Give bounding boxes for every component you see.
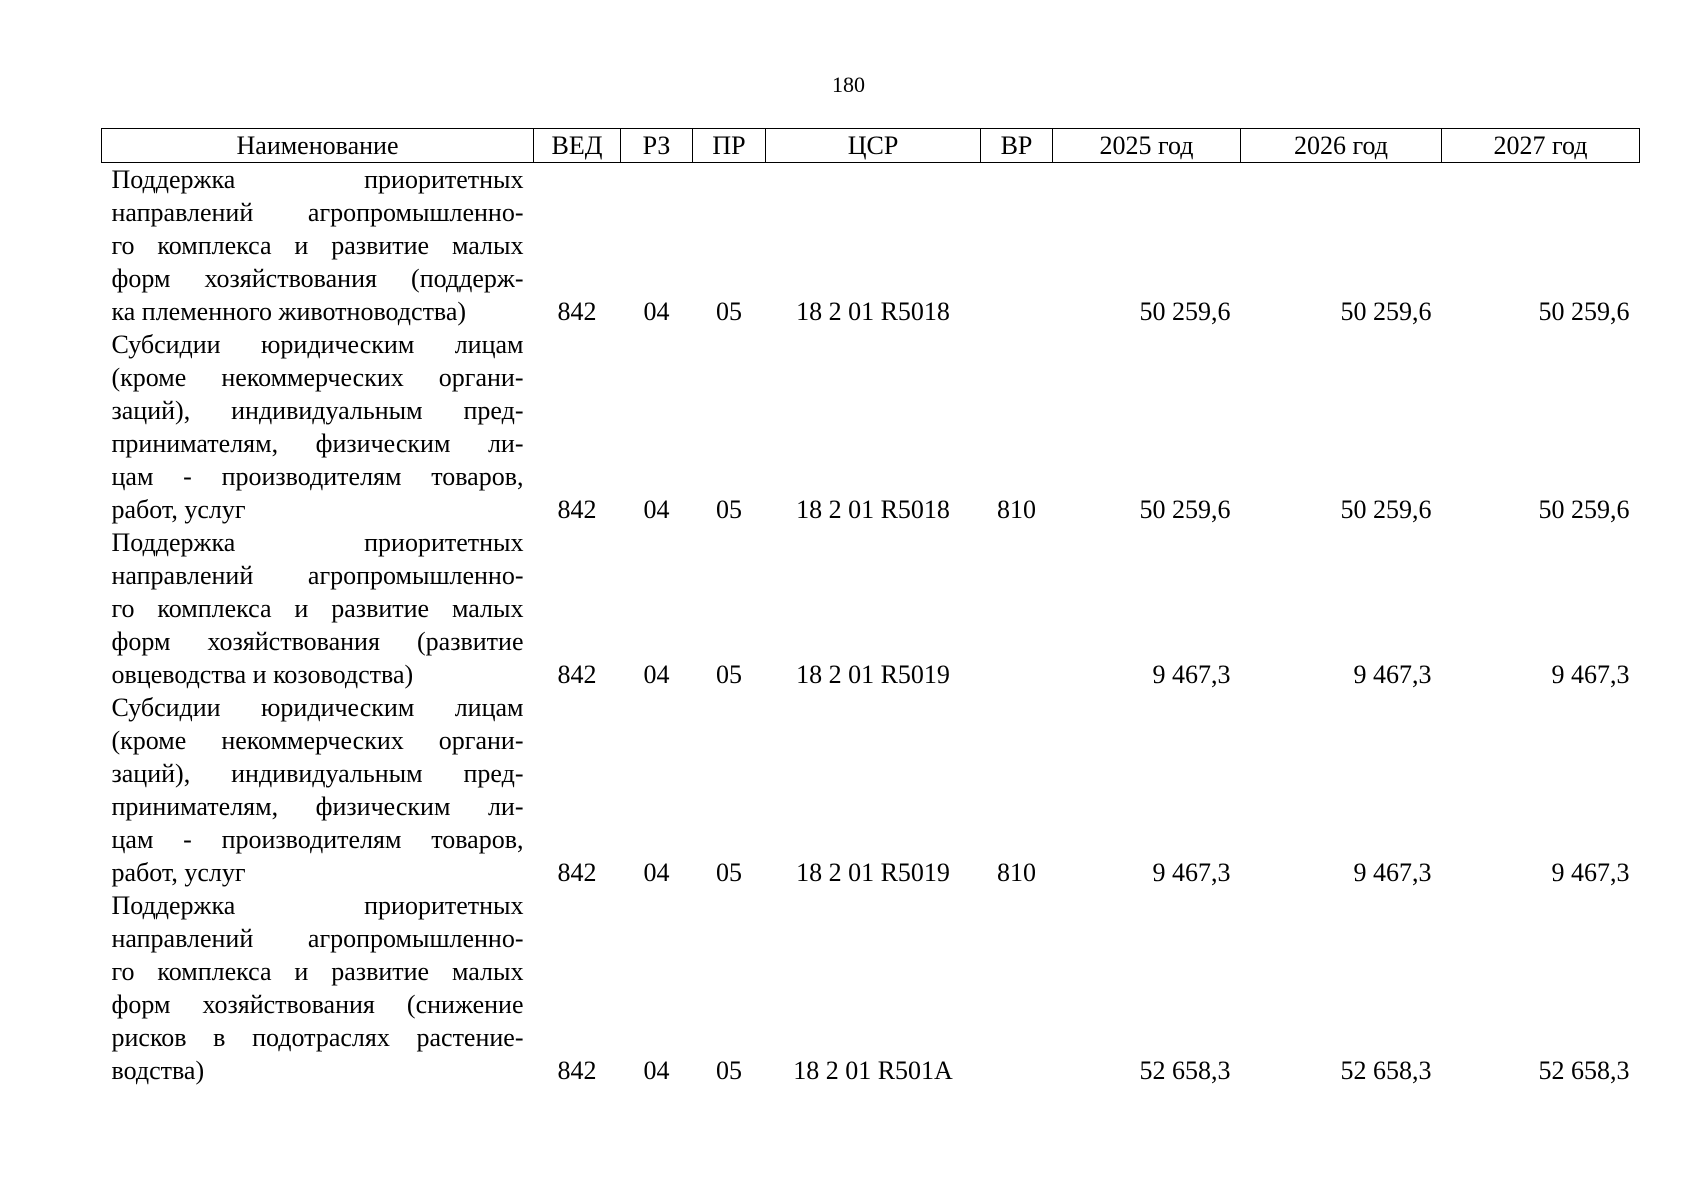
row-rz: 04 — [643, 495, 670, 524]
row-ved: 842 — [557, 1056, 597, 1085]
row-name — [102, 889, 534, 1087]
row-name-line: рисков в подотраслях растение- — [111, 1023, 524, 1052]
row-name-line: работ, услуг — [111, 495, 246, 524]
row-ved: 842 — [557, 858, 597, 887]
row-name — [102, 328, 534, 526]
table-body — [102, 163, 1640, 1088]
header-2026: 2026 год — [1241, 129, 1442, 163]
row-amount-2026: 50 259,6 — [1340, 297, 1432, 326]
row-amount-2027: 9 467,3 — [1551, 660, 1630, 689]
table-row — [102, 526, 1640, 691]
row-name — [102, 163, 534, 329]
row-amount-2025: 50 259,6 — [1139, 495, 1231, 524]
row-amount-2026: 9 467,3 — [1353, 858, 1432, 887]
row-name — [102, 526, 534, 691]
row-name-line: цам - производителям товаров, — [111, 462, 524, 491]
row-rz: 04 — [643, 1056, 670, 1085]
row-name-line: ка племенного животноводства) — [111, 297, 467, 326]
row-amount-2025: 50 259,6 — [1139, 297, 1231, 326]
row-name-line: Поддержка приоритетных — [111, 528, 524, 557]
table-row — [102, 889, 1640, 1087]
header-2027: 2027 год — [1442, 129, 1640, 163]
row-name-line: Субсидии юридическим лицам — [111, 330, 524, 359]
row-amount-2027: 52 658,3 — [1538, 1056, 1630, 1085]
row-name-line: Поддержка приоритетных — [111, 891, 524, 920]
row-name-line: принимателям, физическим ли- — [111, 429, 524, 458]
row-vr — [981, 526, 1053, 691]
row-name-line: го комплекса и развитие малых — [111, 594, 524, 623]
row-amount-2026: 52 658,3 — [1340, 1056, 1432, 1085]
table-row — [102, 691, 1640, 889]
row-amount-2027: 50 259,6 — [1538, 297, 1630, 326]
row-name-line: направлений агропромышленно- — [111, 561, 524, 590]
row-name-line: принимателям, физическим ли- — [111, 792, 524, 821]
row-rz: 04 — [643, 297, 670, 326]
row-name-line: Субсидии юридическим лицам — [111, 693, 524, 722]
row-name — [102, 691, 534, 889]
row-name-line: заций), индивидуальным пред- — [111, 759, 524, 788]
row-csr: 18 2 01 R5018 — [796, 297, 950, 326]
table-row — [102, 328, 1640, 526]
row-name-line: го комплекса и развитие малых — [111, 957, 524, 986]
header-rz: РЗ — [621, 129, 693, 163]
row-name-line: (кроме некоммерческих органи- — [111, 363, 524, 392]
table-header — [102, 129, 1640, 163]
row-pr: 05 — [716, 660, 742, 689]
header-csr: ЦСР — [766, 129, 981, 163]
budget-table — [101, 128, 1640, 1087]
row-amount-2025: 9 467,3 — [1152, 858, 1231, 887]
row-name-line: водства) — [111, 1056, 205, 1085]
row-name-line: Поддержка приоритетных — [111, 165, 524, 194]
row-vr: 810 — [997, 495, 1036, 524]
row-name-line: заций), индивидуальным пред- — [111, 396, 524, 425]
row-amount-2027: 50 259,6 — [1538, 495, 1630, 524]
row-pr: 05 — [716, 297, 742, 326]
header-row — [102, 129, 1640, 163]
row-amount-2027: 9 467,3 — [1551, 858, 1630, 887]
row-csr: 18 2 01 R501A — [793, 1056, 953, 1085]
row-name-line: работ, услуг — [111, 858, 246, 887]
header-pr: ПР — [693, 129, 766, 163]
row-ved: 842 — [557, 297, 597, 326]
row-csr: 18 2 01 R5019 — [796, 858, 950, 887]
row-pr: 05 — [716, 1056, 742, 1085]
header-vr: ВР — [981, 129, 1053, 163]
row-csr: 18 2 01 R5019 — [796, 660, 950, 689]
row-name-line: форм хозяйствования (поддерж- — [111, 264, 524, 293]
row-amount-2026: 9 467,3 — [1353, 660, 1432, 689]
row-name-line: (кроме некоммерческих органи- — [111, 726, 524, 755]
row-rz: 04 — [643, 858, 670, 887]
row-amount-2025: 52 658,3 — [1139, 1056, 1231, 1085]
table-row — [102, 163, 1640, 329]
header-name: Наименование — [102, 129, 534, 163]
row-name-line: форм хозяйствования (развитие — [111, 627, 524, 656]
row-amount-2026: 50 259,6 — [1340, 495, 1432, 524]
row-rz: 04 — [643, 660, 670, 689]
row-name-line: цам - производителям товаров, — [111, 825, 524, 854]
row-vr — [981, 889, 1053, 1087]
row-name-line: го комплекса и развитие малых — [111, 231, 524, 260]
row-vr — [981, 163, 1053, 329]
row-name-line: овцеводства и козоводства) — [111, 660, 414, 689]
row-name-line: направлений агропромышленно- — [111, 198, 524, 227]
row-amount-2025: 9 467,3 — [1152, 660, 1231, 689]
header-ved: ВЕД — [534, 129, 621, 163]
row-pr: 05 — [716, 495, 742, 524]
row-ved: 842 — [557, 660, 597, 689]
row-vr: 810 — [997, 858, 1036, 887]
row-ved: 842 — [557, 495, 597, 524]
row-pr: 05 — [716, 858, 742, 887]
row-csr: 18 2 01 R5018 — [796, 495, 950, 524]
row-name-line: направлений агропромышленно- — [111, 924, 524, 953]
page-number: 180 — [832, 72, 865, 97]
header-2025: 2025 год — [1053, 129, 1241, 163]
row-name-line: форм хозяйствования (снижение — [111, 990, 524, 1019]
